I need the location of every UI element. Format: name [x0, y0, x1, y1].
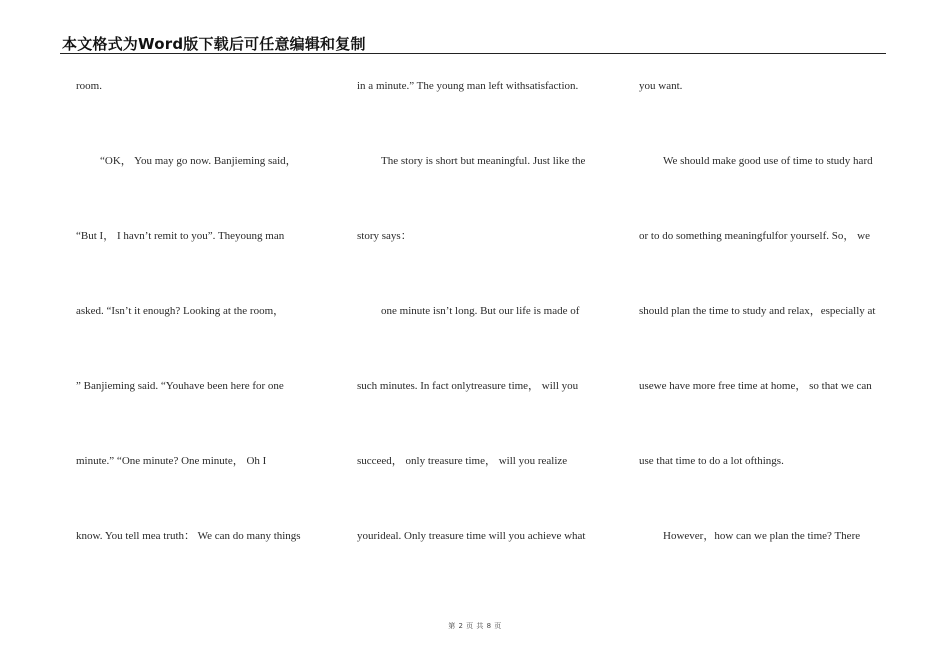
text-line: you want. [639, 80, 683, 92]
text-line: know. You tell mea truth： We can do many things [76, 530, 301, 542]
text-line: The story is short but meaningful. Just like the [381, 155, 586, 167]
text-line: one minute isn’t long. But our life is made of [381, 305, 580, 317]
text-line: We should make good use of time to study hard [663, 155, 873, 167]
text-line: ” Banjieming said. “Youhave been here for one [76, 380, 284, 392]
text-line: “OK， You may go now. Banjieming said， [100, 155, 297, 167]
text-line: succeed， only treasure time， will you realize [357, 455, 568, 467]
text-line: story says： [357, 230, 412, 242]
text-line: room. [76, 80, 102, 92]
page-number-footer: 第 2 页 共 8 页 [448, 622, 502, 630]
text-line: or to do something meaningfulfor yourself. So， we [639, 230, 870, 242]
page-header-title: 本文格式为Word版下载后可任意编辑和复制 [62, 35, 366, 53]
text-line: asked. “Isn’t it enough? Looking at the room， [76, 305, 285, 317]
text-line: minute.” “One minute? One minute， Oh I [76, 455, 267, 467]
text-line: should plan the time to study and relax，especially at [639, 305, 876, 317]
text-line: such minutes. In fact onlytreasure time， will you [357, 380, 579, 392]
text-line: usewe have more free time at home， so that we can [639, 380, 872, 392]
text-line: yourideal. Only treasure time will you achieve what [357, 530, 586, 542]
text-line: use that time to do a lot ofthings. [639, 455, 784, 467]
header-divider [60, 53, 886, 54]
text-line: However，how can we plan the time? There [663, 530, 861, 542]
text-line: in a minute.” The young man left withsatisfaction. [357, 80, 579, 92]
text-line: “But I， I havn’t remit to you”. Theyoung man [76, 230, 285, 242]
